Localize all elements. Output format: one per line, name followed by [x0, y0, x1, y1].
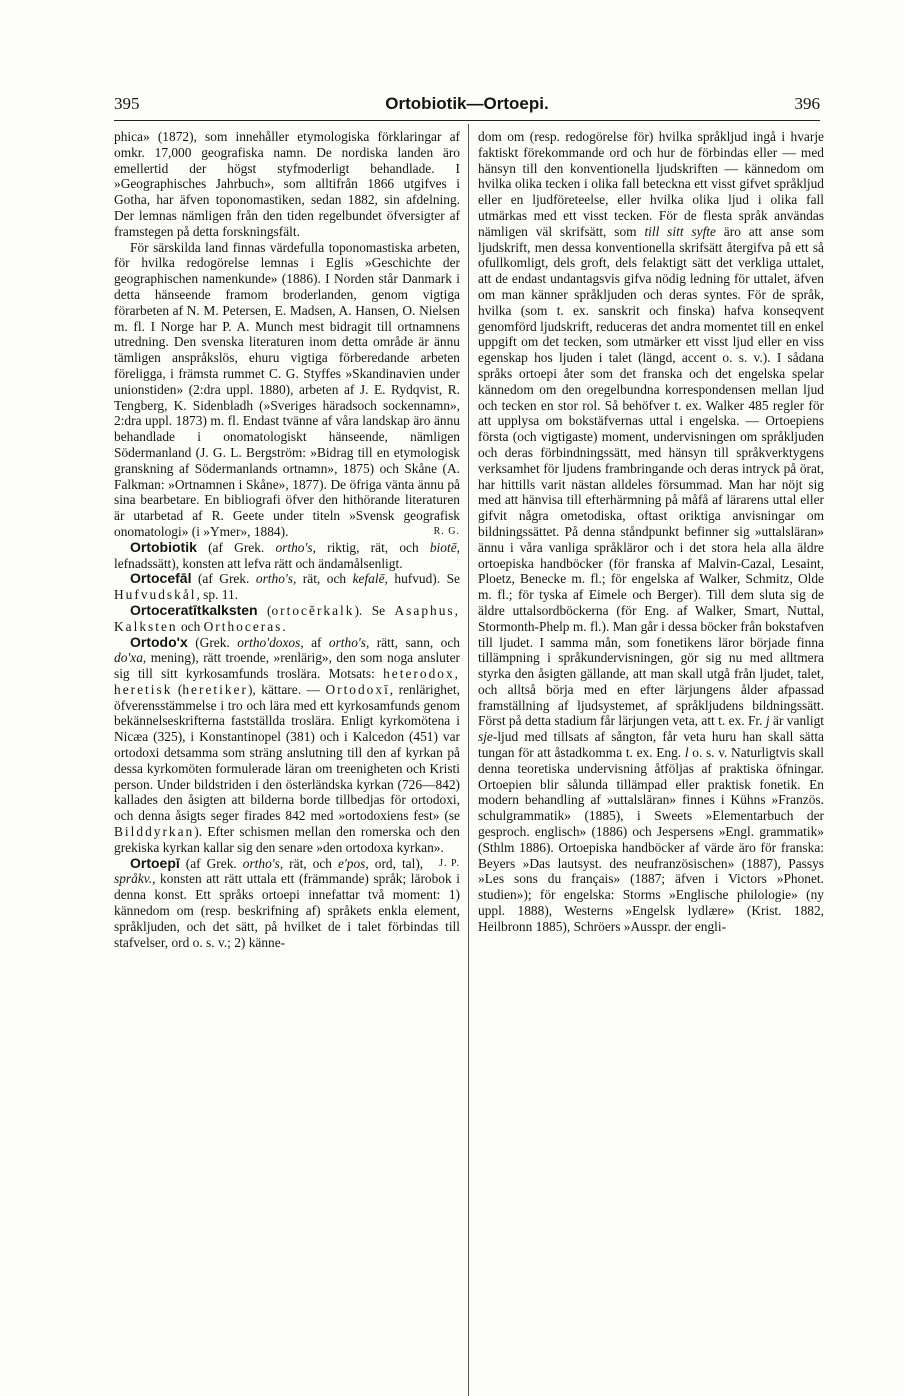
- page-number-right: 396: [794, 94, 820, 113]
- paragraph: dom om (resp. redogörelse för) hvilka språkljud ingå i hvarje faktiskt förekommande ord och hur de förbindas eller — med hänsyn till den konventionella ljudskriften — kännedom om hvilka olika tecken i olika fall beteckna ett visst gifvet språkljud eller en ljudföreteelse, eller hvilka olika ljud i olika fall utmärkas med ett visst tecken. För de flesta språk användas nämligen väl skrifsätt, som till sitt syfte äro att anse som ljudskrift, men dessa konventionella skrifsätt återgifva på ett så ofullkomligt, dels groft, dels felaktigt sätt det verkliga uttalet, att de endast undantagsvis gifva nödig ledning för uttalet, äfven om man känner språkljuden och deras syntes. För de språk, hvilka (som t. ex. sanskrit och finska) hafva konseqvent genomförd ljudskrift, reduceras det andra momentet till en enkel uppgift om det tecken, som utmärker ett visst ljud eller en viss egenskap hos ljuden i talet (längd, accent o. s. v.). I sådana språks ortoepi åter som det franska och det engelska spelar kännedom om den oregelbundna korrespondensen mellan ljud och tecken en stor rol. Så behöfver t. ex. Walker 485 regler för att upplysa om bokstäfvernas uttal i engelska. — Ortoepiens första (och vigtigaste) moment, undervisningen om språkljuden och deras förbindningssätt, med hänsyn till språkverktygens verksamhet för ljudens frambringande och deras intryck på örat, har hittills varit nästan alldeles försummad. Man har nöjt sig med att hänvisa till efterhärmning på måfå af lärarens uttal eller gifvit några ometodiska, oftast oriktiga anvisningar om bildningssättet. På denna ståndpunkt befinner sig »uttalsläran» ännu i våra vanliga språkläror och i det stora hela alla äldre ortoepiska handböcker (för franska af Malvin-Cazal, Lesaint, Ploetz, Benecke m. fl.; för engelska af Walker, Schmitz, Olde m. fl.; för tyska af Eimele och Berger). Till dem sluta sig de äldre uttalsordböckerna (för Eng. af Walker, Smart, Nuttal, Stormonth-Phelp m. fl.). Man går i dessa böcker från bokstafven till ljudet. I samma mån, som fonetikens läror började finna tillämpning i språkundervisningen, gör sig nu med alltmera styrka den åsigten gällande, att man skall utgå från ljudet, talet, och alltså börja med en efter lärjungens ålder afpassad framställning af ljudsystemet, af språkljudens bildningssätt. Först på detta stadium får lärjungen veta, att t. ex. Fr. j är vanligt sje-ljud med tillsats af sångton, får veta huru han skall sätta tungan för att åstadkomma t. ex. Eng. l o. s. v. Naturligtvis skall denna teoretiska undervisning åtföljas af praktiska öfningar. Ortoepien blir sålunda tillämpad eller praktisk fonetik. En modern behandling af »uttalsläran» finnes i Kühns »Französ. schulgrammatik» (1885), i Sweets »Elementarbuch der gesproch. englisch» (1886) och Jespersens »Engl. grammatik» (Sthlm 1886). Ortoepiska handböcker af värde äro för franska: Beyers »Das lautsyst. des neufranzösischen» (1887), Passys »Les sons du français» (1887; äfven i Victors »Phonet. studien»); för engelska: Storms »Englische philologie» (ny uppl. 1888), Westerns »Engelsk lydlære» (Krist. 1882, Heilbronn 1885), Schröers »Ausspr. der engli-: [478, 129, 825, 934]
- headword: Ortoepī: [130, 854, 180, 871]
- column-divider: [468, 124, 469, 1396]
- running-title: Ortobiotik—Ortoepi.: [385, 94, 549, 113]
- cross-reference[interactable]: Hufvudskål: [114, 587, 197, 603]
- left-column: [114, 129, 460, 950]
- entry-ortoepi: Ortoepī (af Grek. ortho's, rät, och e'pos, ord, tal), språkv., konsten att rätt uttala ett (främmande) språk; lärobok i denna konst. Ett språks ortoepi innefattar två moment: 1) kännedom om (resp. beskrifning af) språkets enkla element, språkljuden, och det sätt, på hvilket de i talet förbindas till stafvelser, ord o. s. v.; 2) känne-: [114, 854, 460, 950]
- cross-reference[interactable]: Bilddyrkan: [114, 824, 195, 840]
- paragraph: För särskilda land finnas värdefulla toponomastiska arbeten, för hvilka redogörelse lemnas i Eglis »Geschichte der geographischen namenkunde» (1886). I Norden står Danmark i detta hänseende framom broderlanden, genom vigtiga förarbeten af N. M. Petersen, E. Madsen, A. Hansen, O. Nielsen m. fl. I Norge har P. A. Munch mest bidragit till ortnamnens utredning. Den svenska literaturen inom detta område är ännu tämligen anspråkslös, ehuru vigtiga förberedande arbeten föreligga, i främsta rummet C. G. Styffes »Skandinavien under unionstiden» (2:dra uppl. 1880), arbeten af J. E. Rydqvist, R. Tengberg, K. Sidenbladh (»Sveriges häradsoch sockennamn», 2:dra uppl. 1873) m. fl. Endast tvänne af våra landskap äro ännu behandlade i onomatologiskt hänseende, nämligen Södermanland (J. G. L. Bergström: »Bidrag till en etymologisk granskning af Södermanlands ortnamn», 1875) och Skåne (A. Falkman: »Ortnamnen i Skåne», 1877). De öfriga vänta ännu på sina bearbetare. En bibliografi öfver den hithörande literaturen är utarbetad af R. Geete under titeln »Svensk geografisk onomatologi» (i »Ymer», 1884). R. G.: [114, 239, 460, 539]
- entry-ortobiotik: Ortobiotik (af Grek. ortho's, riktig, rät, och biotē, lefnadssätt), konsten att lefva rätt och ändamålsenligt.: [114, 538, 460, 571]
- entry-ortodox: Ortodo'x (Grek. ortho'doxos, af ortho's, rätt, sann, och do'xa, mening), rätt troende, »renlärig», den som noga ansluter sig till sitt kyrkosamfunds troslära. Motsats: heterodox, heretisk (heretiker), kättare. — Ortodoxī, renlärighet, öfverensstämmelse i tro och lära med ett kyrkosamfunds genom bekännelseskrifterna fastställda troslära. Enligt kyrkomötena i Nicæa (325), i Konstantinopel (381) och i Kalcedon (451) var ortodoxi detsamma som sträng anslutning till den af kyrkan på dessa kyrkomöten formulerade läran om treenigheten och Kristi person. Under bildstriden i den österländska kyrkan (726—842) kallades den åsigten att bilderna borde tillbedjas för ortodoxi, och denna åsigts seger firades 842 med »ortodoxiens fest» (se Bilddyrkan). Efter schismen mellan den romerska och den grekiska kyrkan kallar sig den senare »den ortodoxa kyrkan». J. P.: [114, 635, 460, 856]
- headword: Ortoceratītkalksten: [130, 601, 258, 618]
- page-number-left: 395: [114, 94, 140, 113]
- entry-ortoceratitkalksten: Ortoceratītkalksten (ortocĕrkalk). Se Asaphus, Kalksten och Orthoceras.: [114, 601, 460, 634]
- entry-ortocefal: Ortocefāl (af Grek. ortho's, rät, och kefalē, hufvud). Se Hufvudskål, sp. 11.: [114, 570, 460, 603]
- author-signature: J. P.: [439, 857, 460, 869]
- cross-reference[interactable]: Asaphus, Kalksten: [114, 602, 460, 634]
- paragraph: phica» (1872), som innehåller etymologiska förklaringar af omkr. 17,000 geografiska namn. De nordiska landen äro emellertid der högst styfmoderligt behandlade. I »Geographisches Jahrbuch», som alltifrån 1866 utgifves i Gotha, har äfven toponomastiken, sedan 1882, sin afdelning. Der lemnas nämligen från den tiden regelbundet öfversigter af framstegen på detta forskningsfält.: [114, 129, 460, 239]
- headword: Ortobiotik: [130, 538, 197, 555]
- cross-reference[interactable]: Orthoceras: [203, 618, 283, 634]
- header-rule: [114, 120, 820, 121]
- headword: Ortodo'x: [130, 633, 188, 650]
- headword: Ortocefāl: [130, 570, 192, 587]
- page-header: [114, 94, 820, 118]
- right-column: [478, 129, 824, 935]
- author-signature: R. G.: [433, 525, 460, 537]
